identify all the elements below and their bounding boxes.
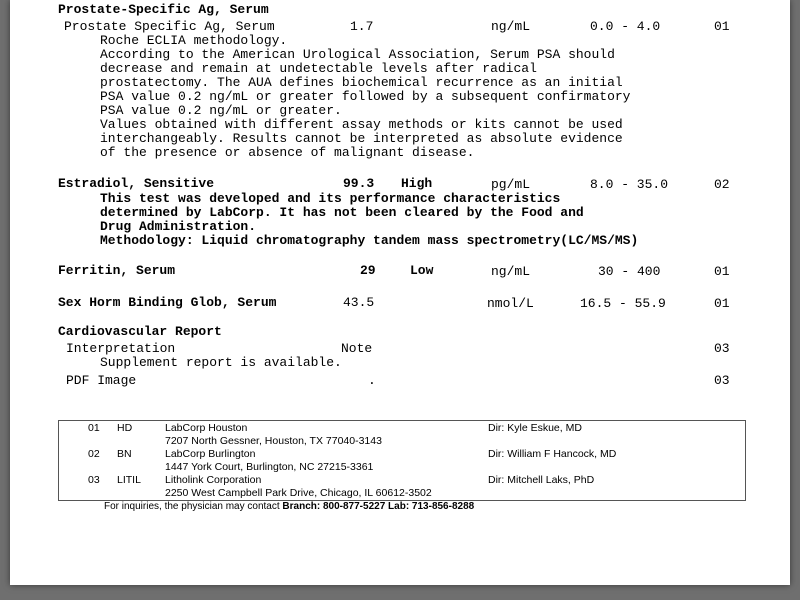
lab-name: Litholink Corporation	[165, 474, 262, 486]
psa-note: decrease and remain at undetectable levels after radical	[100, 61, 537, 76]
psa-note: According to the American Urological Association, Serum PSA should	[100, 47, 615, 62]
ferritin-test-name: Ferritin, Serum	[58, 263, 176, 278]
psa-note: interchangeably. Results cannot be interpreted as absolute evidence	[100, 131, 623, 146]
psa-lab-code: 01	[714, 19, 730, 34]
lab-code: 03	[88, 474, 100, 486]
psa-note: Values obtained with different assay methods or kits cannot be used	[100, 117, 623, 132]
ferritin-units: ng/mL	[491, 264, 531, 279]
ferritin-range: 30 - 400	[598, 264, 661, 279]
psa-section-header: Prostate-Specific Ag, Serum	[58, 2, 269, 17]
cardio-interpretation-label: Interpretation	[66, 341, 176, 356]
estradiol-note: Methodology: Liquid chromatography tandem mass spectrometry(LC/MS/MS)	[100, 233, 639, 248]
estradiol-test-name: Estradiol, Sensitive	[58, 176, 215, 191]
cardio-interpretation-value: Note	[341, 341, 373, 356]
lab-id: LITIL	[117, 474, 141, 486]
psa-result: 1.7	[350, 19, 374, 34]
lab-id: BN	[117, 448, 132, 460]
ferritin-lab-code: 01	[714, 264, 730, 279]
estradiol-lab-code: 02	[714, 177, 730, 192]
lab-address: 7207 North Gessner, Houston, TX 77040-3143	[165, 435, 382, 447]
cardio-pdf-label[interactable]: PDF Image	[66, 373, 137, 388]
lab-name: LabCorp Houston	[165, 422, 248, 434]
cardio-supplement-note: Supplement report is available.	[100, 355, 342, 370]
cardio-interpretation-lab-code: 03	[714, 341, 730, 356]
psa-note: prostatectomy. The AUA defines biochemical recurrence as an initial	[100, 75, 623, 90]
lab-director: Dir: Kyle Eskue, MD	[488, 422, 582, 434]
contact-footer	[104, 501, 474, 512]
lab-code: 02	[88, 448, 100, 460]
shbg-result: 43.5	[343, 295, 375, 310]
shbg-test-name: Sex Horm Binding Glob, Serum	[58, 295, 277, 310]
lab-director: Dir: Mitchell Laks, PhD	[488, 474, 595, 486]
lab-code: 01	[88, 422, 100, 434]
psa-note: PSA value 0.2 ng/mL or greater followed by a subsequent confirmatory	[100, 89, 631, 104]
psa-note: Roche ECLIA methodology.	[100, 33, 288, 48]
psa-note: of the presence or absence of malignant disease.	[100, 145, 475, 160]
estradiol-range: 8.0 - 35.0	[590, 177, 669, 192]
cardio-section-header: Cardiovascular Report	[58, 324, 222, 339]
estradiol-note: Drug Administration.	[100, 219, 257, 234]
shbg-lab-code: 01	[714, 296, 730, 311]
lab-address: 2250 West Campbell Park Drive, Chicago, IL 60612-3502	[165, 487, 432, 499]
estradiol-flag: High	[401, 176, 433, 191]
psa-range: 0.0 - 4.0	[590, 19, 661, 34]
cardio-pdf-lab-code: 03	[714, 373, 730, 388]
footer-branch-phone: Branch: 800-877-5227 Lab: 713-856-8288	[282, 501, 475, 512]
lab-director: Dir: William F Hancock, MD	[488, 448, 617, 460]
estradiol-units: pg/mL	[491, 177, 531, 192]
lab-name: LabCorp Burlington	[165, 448, 256, 460]
ferritin-flag: Low	[410, 263, 434, 278]
report-page	[10, 0, 790, 585]
lab-id: HD	[117, 422, 133, 434]
psa-note: PSA value 0.2 ng/mL or greater.	[100, 103, 342, 118]
shbg-units: nmol/L	[487, 296, 534, 311]
estradiol-result: 99.3	[343, 176, 375, 191]
cardio-pdf-value: .	[368, 373, 376, 388]
estradiol-note: This test was developed and its performance characteristics	[100, 191, 561, 206]
estradiol-note: determined by LabCorp. It has not been cleared by the Food and	[100, 205, 584, 220]
shbg-range: 16.5 - 55.9	[580, 296, 666, 311]
psa-units: ng/mL	[491, 19, 531, 34]
lab-address: 1447 York Court, Burlington, NC 27215-3361	[165, 461, 374, 473]
psa-test-name: Prostate Specific Ag, Serum	[64, 19, 275, 34]
footer-prefix: For inquiries, the physician may contact	[104, 501, 283, 512]
ferritin-result: 29	[360, 263, 376, 278]
